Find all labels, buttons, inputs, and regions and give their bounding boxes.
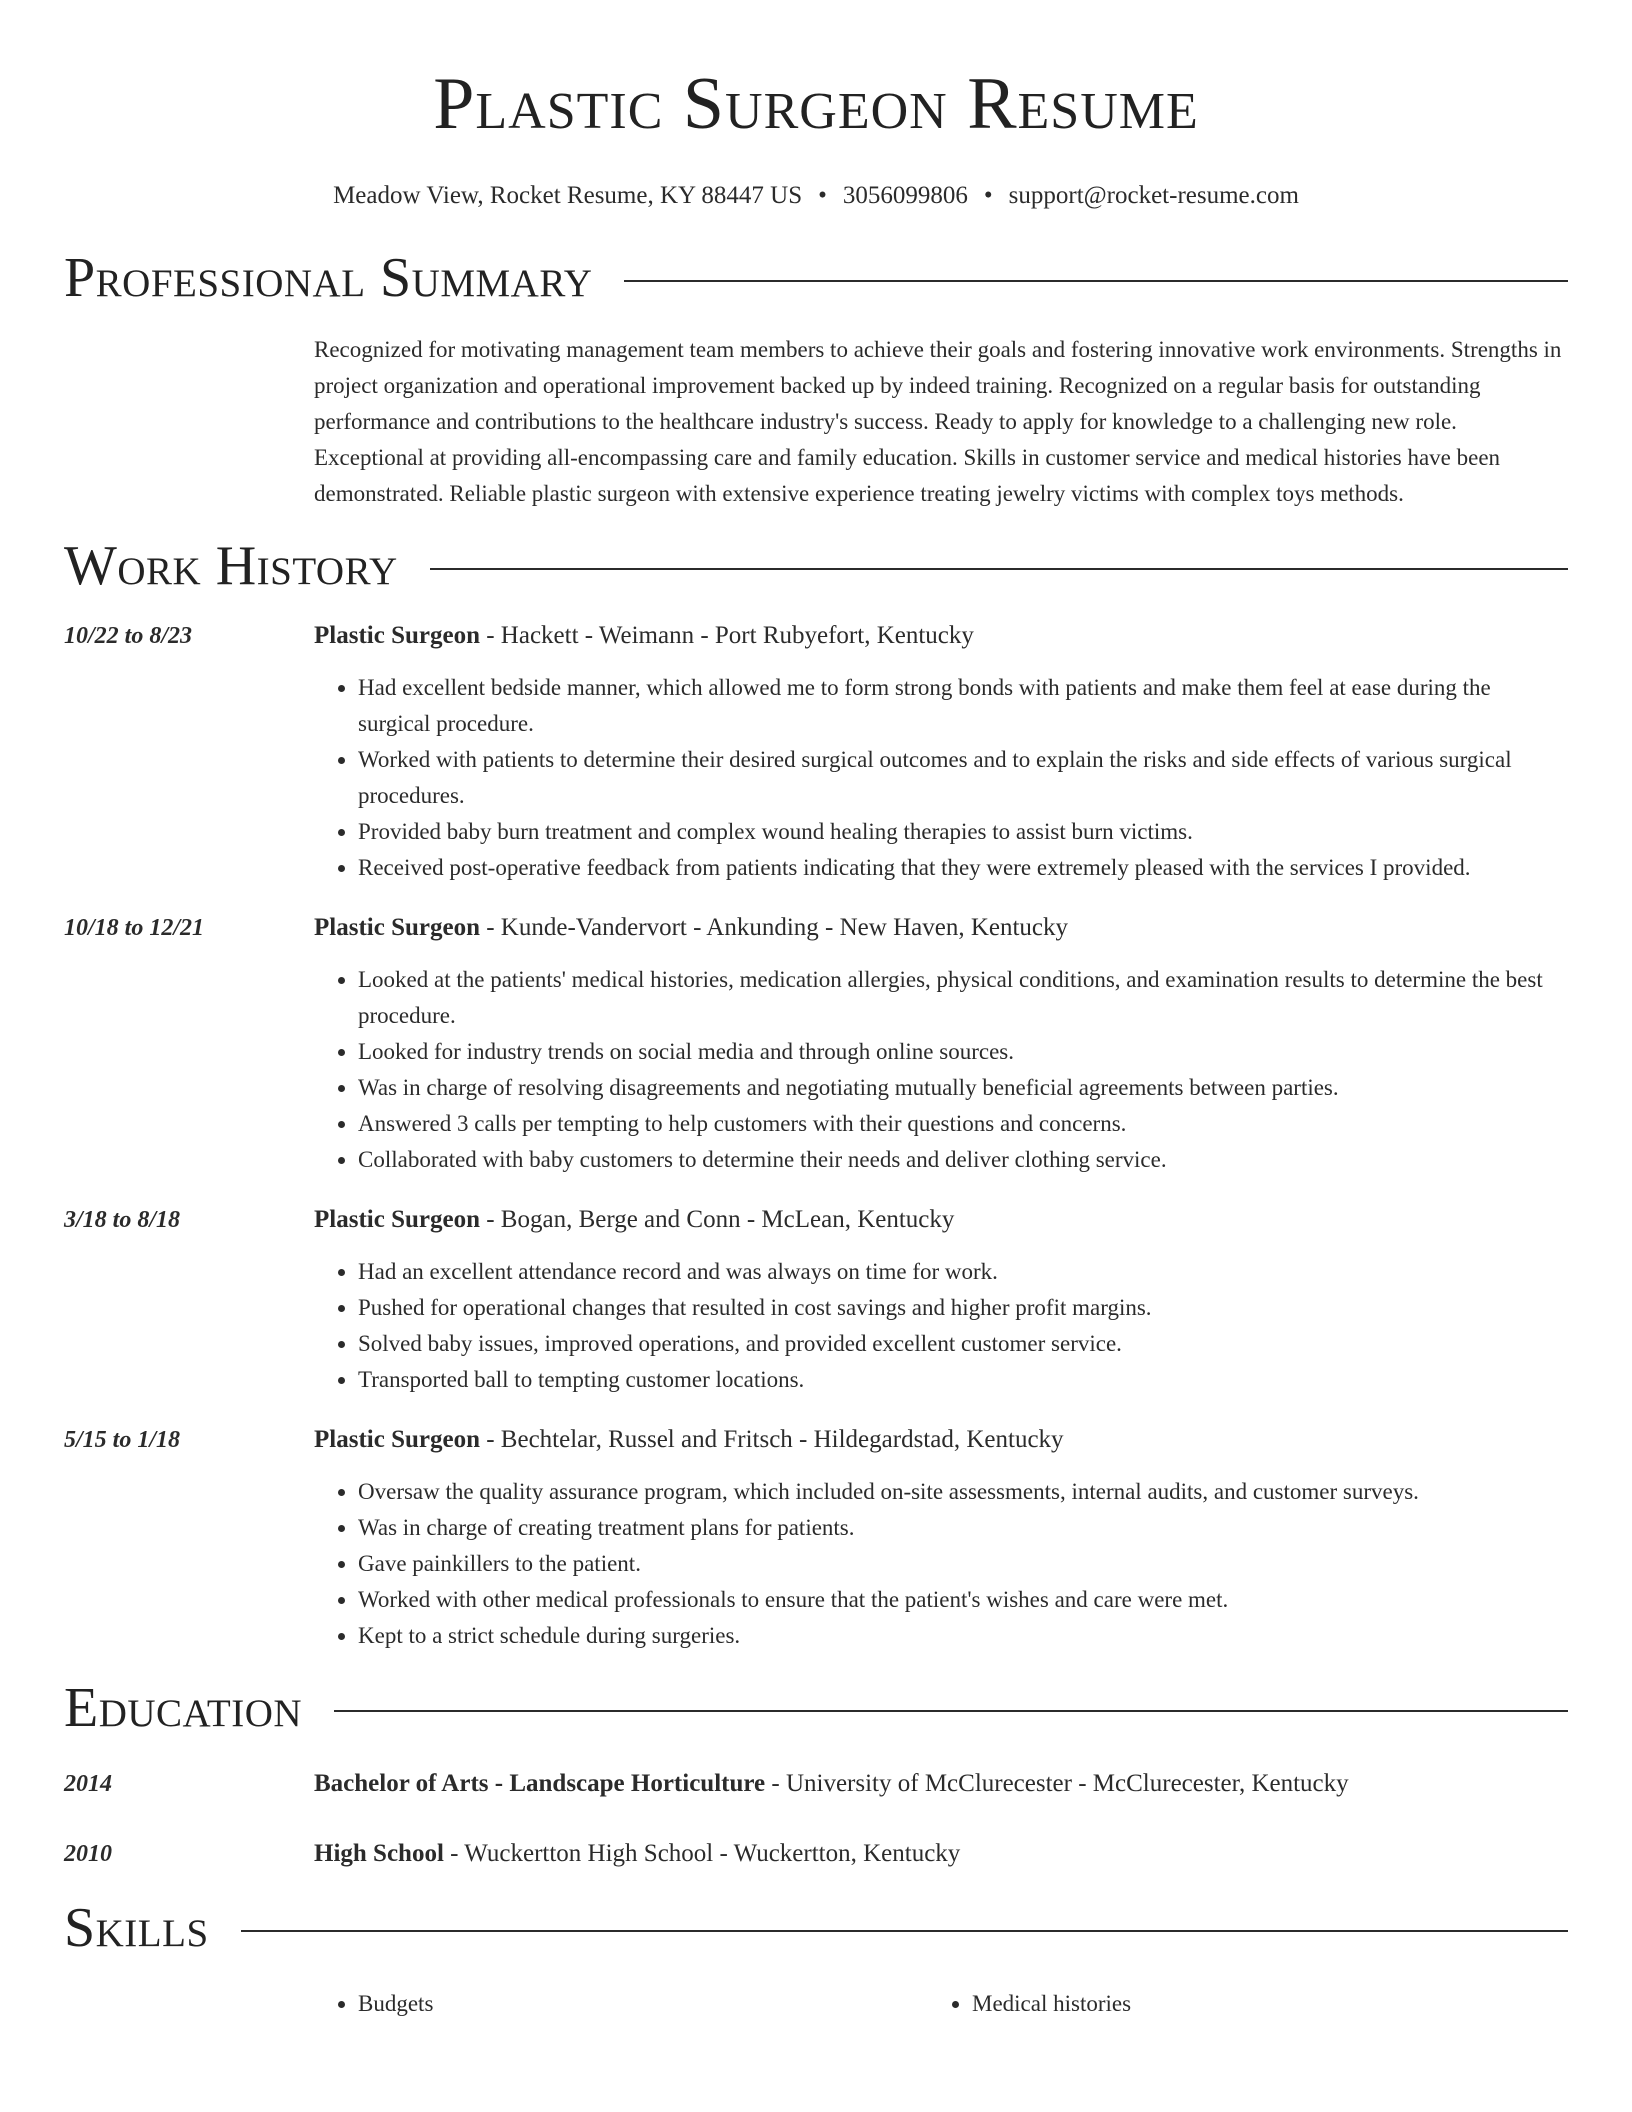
separator: •	[983, 182, 993, 209]
job-dates: 10/22 to 8/23	[64, 623, 193, 649]
job-details: - Bogan, Berge and Conn - McLean, Kentucky	[479, 1206, 955, 1233]
section-divider	[624, 280, 1568, 282]
list-item: • Kept to a strict schedule during surgeries.	[358, 1618, 1568, 1654]
list-item: • Solved baby issues, improved operations, and provided excellent customer service.	[358, 1326, 1568, 1362]
job-entry	[64, 1202, 1568, 1398]
job-header	[314, 1202, 1568, 1238]
job-header	[314, 618, 1568, 654]
list-item: • Had an excellent attendance record and was always on time for work.	[358, 1254, 1568, 1290]
section-divider	[334, 1710, 1568, 1712]
job-header	[314, 1422, 1568, 1458]
job-body	[314, 618, 1568, 886]
education-list	[64, 1766, 1568, 1872]
section-header-summary	[64, 246, 1568, 310]
job-bullets	[314, 670, 1568, 886]
list-item: • Was in charge of resolving disagreements and negotiating mutually beneficial agreements between parties.	[358, 1070, 1568, 1106]
job-bullets	[314, 962, 1568, 1178]
job-details: - Kunde-Vandervort - Ankunding - New Haven, Kentucky	[479, 914, 1069, 941]
list-item: • Collaborated with baby customers to determine their needs and deliver clothing service.	[358, 1142, 1568, 1178]
job-dates: 3/18 to 8/18	[64, 1207, 181, 1233]
job-details: - Bechtelar, Russel and Fritsch - Hildegardstad, Kentucky	[479, 1426, 1064, 1453]
phone: 3056099806	[842, 182, 968, 209]
section-title: Education	[64, 1677, 303, 1739]
skill-item: • Medical histories	[972, 1986, 1542, 2022]
separator: •	[818, 182, 827, 209]
section-title: Work History	[64, 535, 398, 597]
list-item: • Had excellent bedside manner, which allowed me to form strong bonds with patients and make them feel at ease during the surgical procedure.	[358, 670, 1568, 742]
section-header-work-history	[64, 534, 1568, 598]
section-title: Professional Summary	[64, 247, 593, 309]
job-dates: 5/15 to 1/18	[64, 1427, 181, 1453]
list-item: • Pushed for operational changes that resulted in cost savings and higher profit margins.	[358, 1290, 1568, 1326]
education-body	[314, 1836, 1568, 1872]
list-item: • Worked with other medical professionals to ensure that the patient's wishes and care were met.	[358, 1582, 1568, 1618]
job-position: Plastic Surgeon	[314, 1426, 480, 1453]
job-entry	[64, 910, 1568, 1178]
list-item: • Gave painkillers to the patient.	[358, 1546, 1568, 1582]
address: Meadow View, Rocket Resume, KY 88447 US	[333, 182, 803, 209]
list-item: • Transported ball to tempting customer locations.	[358, 1362, 1568, 1398]
list-item: • Worked with patients to determine their desired surgical outcomes and to explain the risks and side effects of various surgical procedures.	[358, 742, 1568, 814]
section-header-education	[64, 1676, 1568, 1740]
job-body	[314, 910, 1568, 1178]
skills-grid	[314, 1986, 1568, 2022]
page-title: Plastic Surgeon Resume	[433, 63, 1199, 145]
education-details: - University of McClurecester - McClurecester, Kentucky	[765, 1770, 1349, 1797]
summary-text: Recognized for motivating management team members to achieve their goals and fostering innovative work environments. Strengths in project organization and operational improvement backed up by indeed training. Recognized on a regular basis for outstanding performance and contributions to the healthcare industry's success. Ready to apply for knowledge to a challenging new role. Exceptional at providing all-encompassing care and family education. Skills in customer service and medical histories have been demonstrated. Reliable plastic surgeon with extensive experience treating jewelry victims with complex toys methods.	[314, 337, 1562, 506]
job-bullets	[314, 1254, 1568, 1398]
job-details: - Hackett - Weimann - Port Rubyefort, Kentucky	[479, 622, 974, 649]
contact-line	[64, 180, 1568, 212]
job-position: Plastic Surgeon	[314, 622, 480, 649]
education-entry	[64, 1836, 1568, 1872]
job-bullets	[314, 1474, 1568, 1654]
education-degree: Bachelor of Arts - Landscape Horticulture	[314, 1770, 766, 1797]
education-year: 2014	[64, 1771, 112, 1797]
job-entry	[64, 618, 1568, 886]
list-item: • Looked at the patients' medical histories, medication allergies, physical conditions, and examination results to determine the best procedure.	[358, 962, 1568, 1034]
work-list	[64, 618, 1568, 1654]
job-entry	[64, 1422, 1568, 1654]
skills-column	[928, 1986, 1542, 2022]
section-divider	[430, 568, 1568, 570]
education-body	[314, 1766, 1568, 1802]
email: support@rocket-resume.com	[1008, 182, 1299, 209]
job-header	[314, 910, 1568, 946]
education-entry	[64, 1766, 1568, 1802]
skill-item: • Budgets	[358, 1986, 928, 2022]
job-body	[314, 1202, 1568, 1398]
list-item: • Provided baby burn treatment and complex wound healing therapies to assist burn victims.	[358, 814, 1568, 850]
section-divider	[241, 1930, 1568, 1932]
job-position: Plastic Surgeon	[314, 1206, 480, 1233]
list-item: • Answered 3 calls per tempting to help customers with their questions and concerns.	[358, 1106, 1568, 1142]
job-body	[314, 1422, 1568, 1654]
education-year: 2010	[64, 1841, 112, 1867]
education-details: - Wuckertton High School - Wuckertton, Kentucky	[443, 1840, 961, 1867]
section-header-skills	[64, 1896, 1568, 1960]
list-item: • Looked for industry trends on social media and through online sources.	[358, 1034, 1568, 1070]
list-item: • Received post-operative feedback from patients indicating that they were extremely pleased with the services I provided.	[358, 850, 1568, 886]
list-item: • Was in charge of creating treatment plans for patients.	[358, 1510, 1568, 1546]
job-dates: 10/18 to 12/21	[64, 915, 205, 941]
education-degree: High School	[314, 1840, 444, 1867]
job-position: Plastic Surgeon	[314, 914, 480, 941]
section-title: Skills	[64, 1897, 209, 1959]
list-item: • Oversaw the quality assurance program, which included on-site assessments, internal audits, and customer surveys.	[358, 1474, 1568, 1510]
skills-column	[314, 1986, 928, 2022]
